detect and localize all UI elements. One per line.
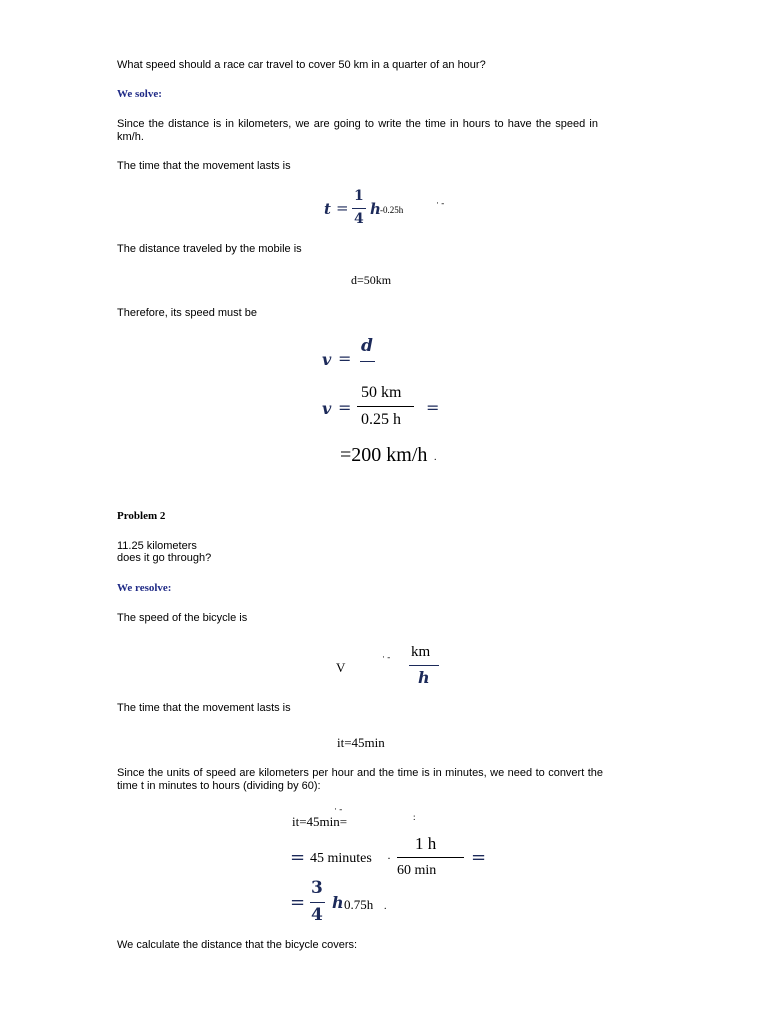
fraction-denominator: 4 (354, 211, 364, 227)
convert-colon: : (413, 812, 416, 822)
fraction-numerator-km: km (411, 644, 431, 660)
bicycle-distance-label: We calculate the distance that the bicycle covers: (117, 939, 358, 951)
equals-sign: = (290, 847, 306, 868)
time-equation (322, 188, 462, 230)
fraction-bar (352, 208, 366, 209)
var-t: t (324, 200, 331, 218)
speed-formula (320, 336, 400, 376)
problem2-heading: Problem 2 (117, 510, 166, 522)
time-label: The time that the movement lasts is (117, 160, 291, 172)
equals-sign: = (338, 349, 352, 368)
convert-equation-2 (290, 834, 500, 882)
convert-equation-1: it=45min= (292, 814, 348, 829)
fraction-numerator: 1 h (415, 834, 437, 853)
bicycle-speed-equation (336, 644, 446, 692)
problem1-intro: Since the distance is in kilometers, we are going to write the time in hours to have the speed in km/h. (117, 118, 598, 143)
bicycle-time-label: The time that the movement lasts is (117, 702, 291, 714)
fraction-bar (409, 665, 439, 666)
problem1-question: What speed should a race car travel to cover 50 km in a quarter of an hour? (117, 59, 486, 71)
fraction-bar (310, 902, 325, 903)
fraction-numerator: 50 km (361, 384, 402, 401)
equals-sign-2: = (471, 847, 487, 868)
fraction-denominator-h: h (418, 668, 430, 687)
unit-h: h (370, 200, 381, 218)
equals-sign: = (336, 199, 349, 217)
fraction-denominator: 60 min (397, 863, 437, 878)
convert-equation-3 (290, 878, 410, 928)
equals-sign: = (290, 892, 306, 913)
problem2-line1: 11.25 kilometers (117, 540, 197, 552)
speed-label: Therefore, its speed must be (117, 307, 258, 319)
we-resolve-heading: We resolve: (117, 582, 172, 594)
convert-marks: · - (334, 804, 343, 814)
fraction-denominator: 4 (311, 905, 323, 925)
stray-marks: · - (436, 198, 445, 208)
fraction-denominator: 0.25 h (361, 411, 401, 428)
unit-h: h (332, 893, 344, 912)
distance-equation: d=50km (351, 273, 392, 287)
fraction-numerator: 3 (311, 878, 323, 898)
var-v: v (322, 350, 332, 369)
var-V: V (336, 660, 346, 675)
equals-sign: = (338, 398, 352, 417)
equals-sign-2: = (426, 398, 440, 417)
speed-result: =200 km/h (340, 444, 428, 466)
speed-result-mark: . (434, 452, 437, 463)
var-v: v (322, 399, 332, 418)
fraction-bar (397, 857, 464, 858)
distance-label: The distance traveled by the mobile is (117, 243, 302, 255)
fraction-bar (360, 361, 375, 362)
speed-calculation (320, 382, 460, 432)
convert-text: Since the units of speed are kilometers per hour and the time is in minutes, we need to convert the time t in minutes to hours (dividing by 60): (117, 767, 603, 792)
bicycle-speed-label: The speed of the bicycle is (117, 612, 248, 624)
we-solve-heading: We solve: (117, 88, 162, 100)
fraction-numerator-d: d (361, 336, 373, 356)
minutes-value: 45 minutes (310, 851, 372, 866)
stray-marks: · - (382, 652, 391, 662)
problem2-line2: does it go through? (117, 552, 212, 564)
multiply-dot: · (387, 851, 391, 865)
decimal-value: -0.25h (380, 205, 404, 215)
fraction-numerator: 1 (354, 188, 364, 204)
bicycle-time-equation: it=45min (337, 735, 385, 750)
fraction-bar (357, 406, 414, 407)
decimal-value: 0.75h (344, 897, 374, 912)
trailing-mark: . (384, 901, 387, 912)
